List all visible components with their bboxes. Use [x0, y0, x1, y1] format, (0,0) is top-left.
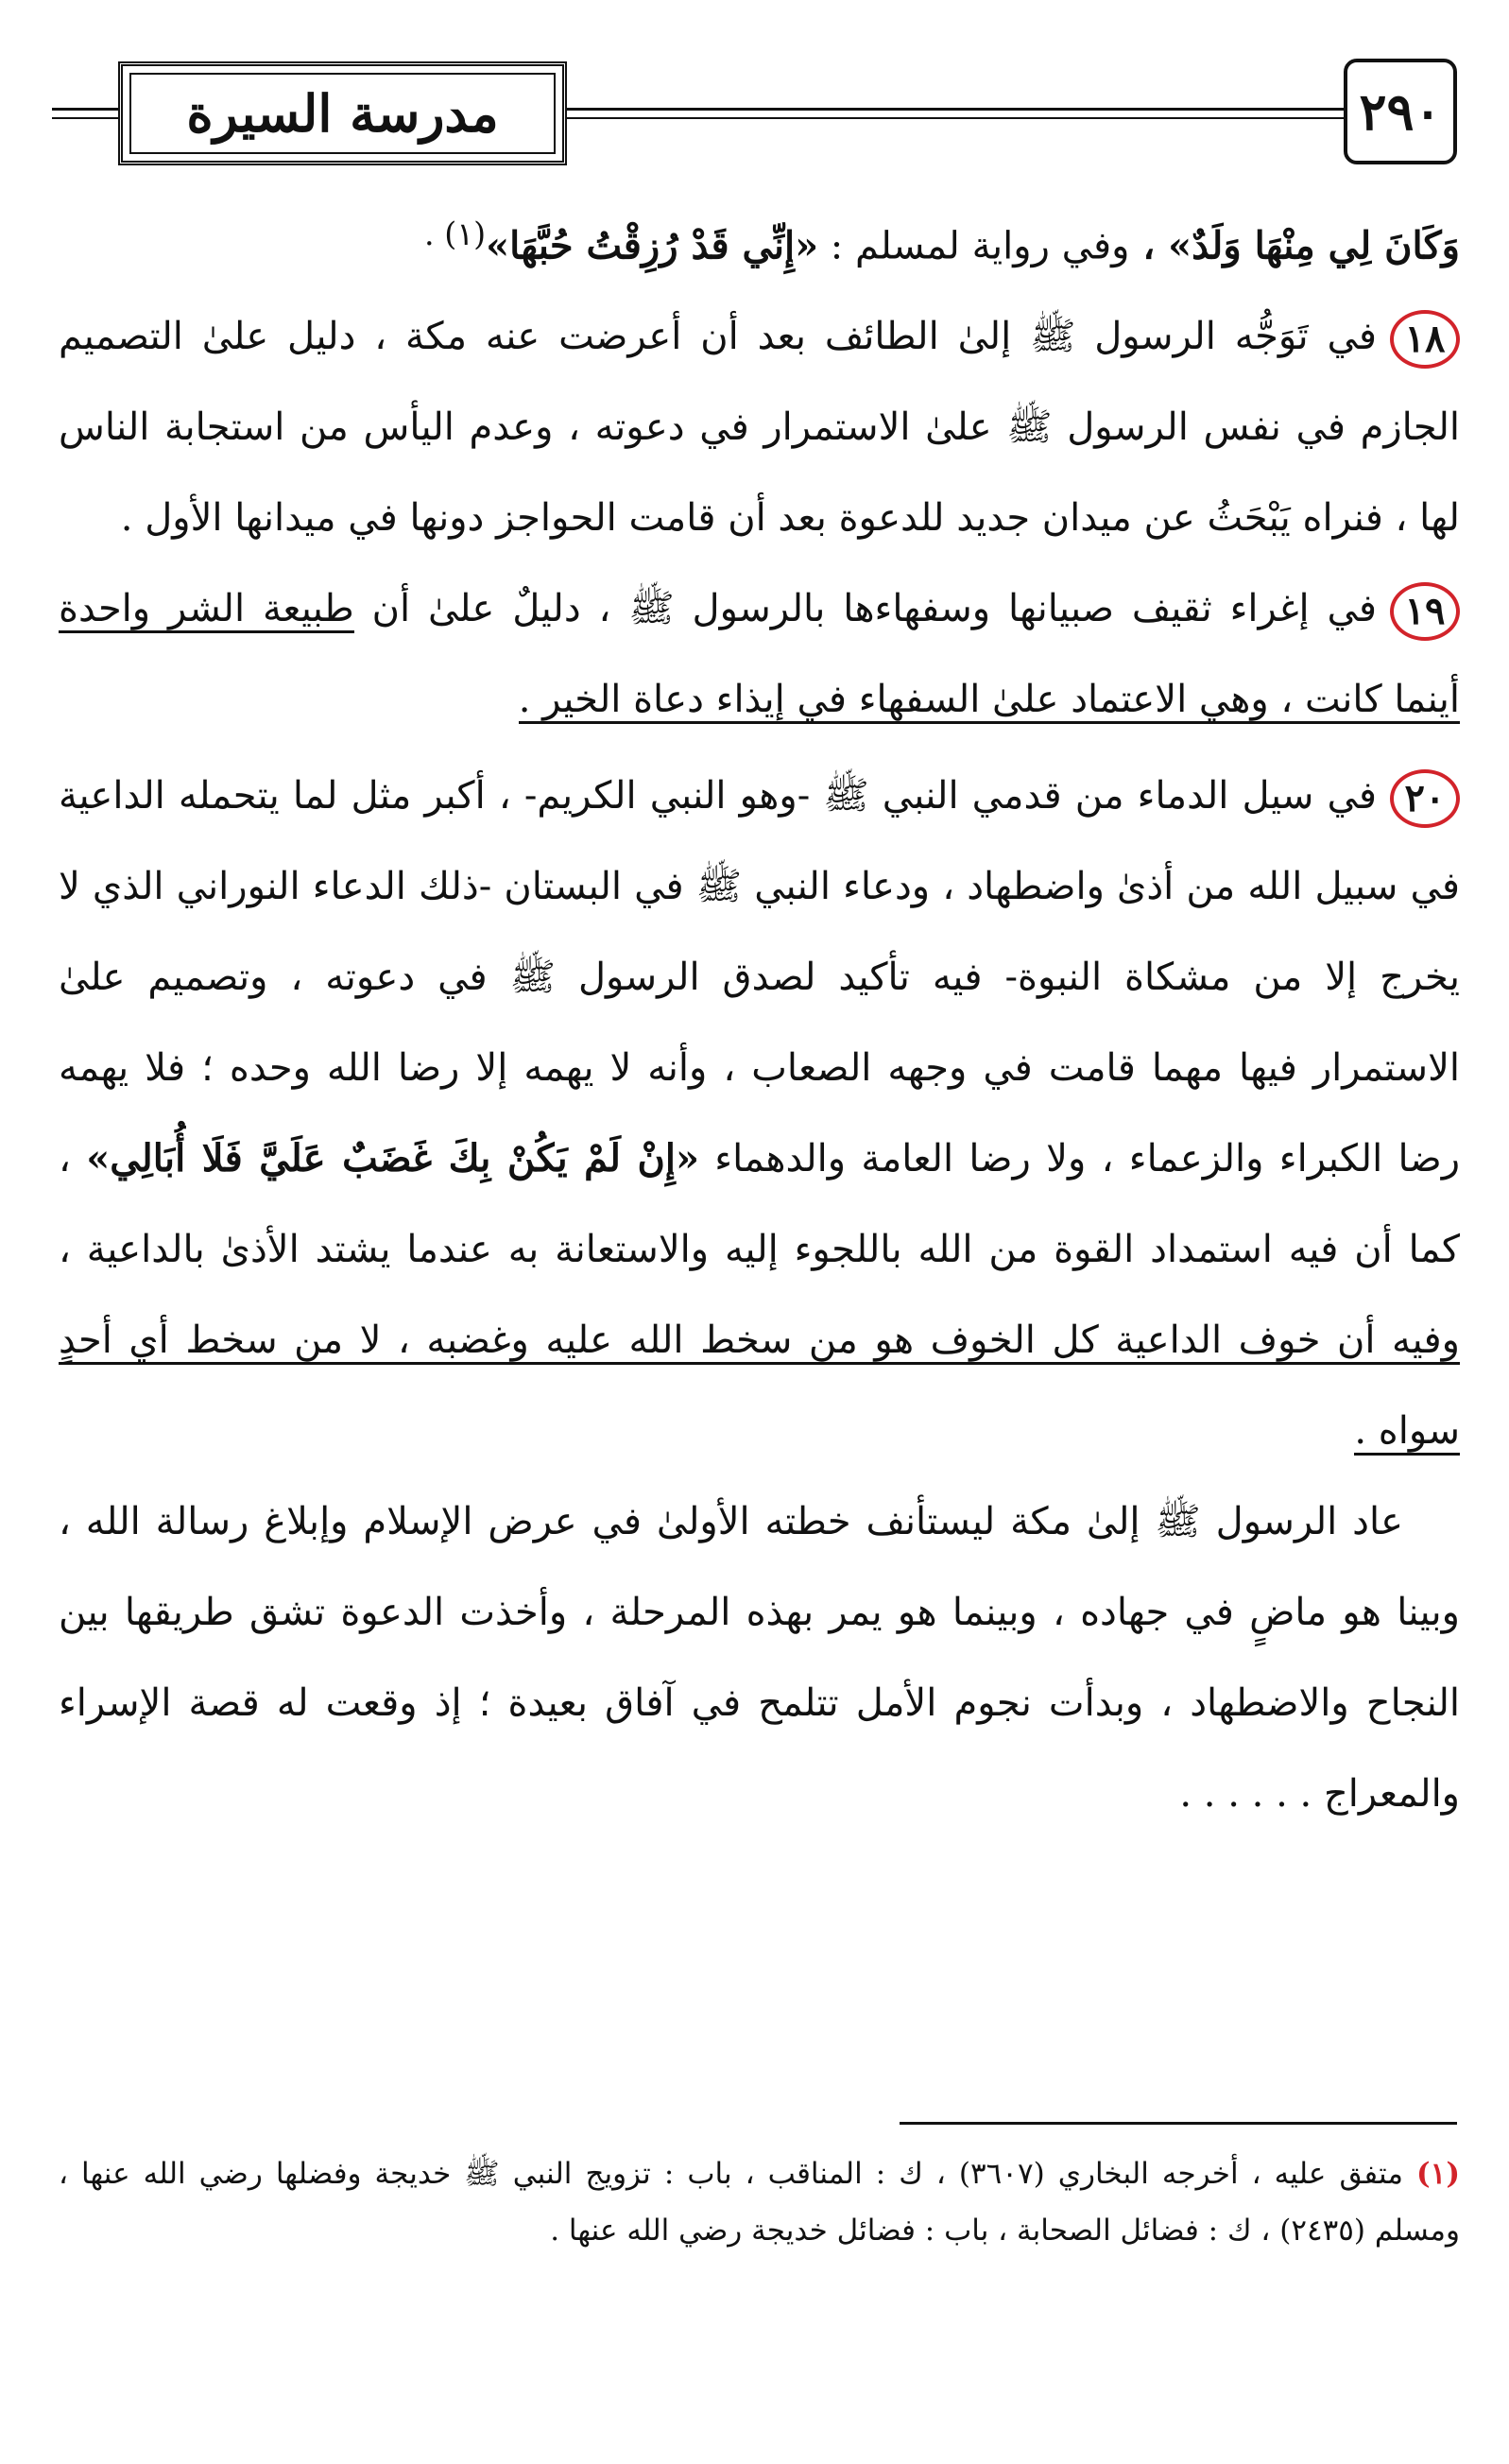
- footnote: [59, 2145, 1460, 2259]
- header-rule: [567, 108, 1344, 111]
- book-title: مدرسة السيرة: [186, 83, 499, 144]
- main-text: [59, 189, 1460, 1839]
- item-text: في تَوَجُّه الرسول ﷺ إلىٰ الطائف بعد أن أعرضت عنه مكة ، دليل علىٰ التصميم الجازم في نفس الرسول ﷺ علىٰ الاستمرار في دعوته ، وعدم اليأس من استجابة الناس لها ، فنراه يَبْحَثُ عن ميدان جديد للدعوة بعد أن قامت الحواجز دونها في ميدانها الأول .: [59, 315, 1460, 541]
- item-number-badge: ١٨: [1390, 310, 1460, 369]
- item-number-badge: ٢٠: [1390, 769, 1460, 828]
- intro-text: وفي رواية لمسلم :: [818, 224, 1130, 268]
- lesson-item-20: [59, 750, 1460, 1476]
- item-text: في سيل الدماء من قدمي النبي ﷺ ‑وهو النبي الكريم‑ ، أكبر مثل لما يتحمله الداعية في سبيل الله من أذىٰ واضطهاد ، ودعاء النبي ﷺ في البستان ‑ذلك الدعاء النوراني الذي لا يخرج إلا من مشكاة النبوة‑ فيه تأكيد لصدق الرسول ﷺ في دعوته ، وتصميم علىٰ الاستمرار فيها مهما قامت في وجهه الصعاب ، وأنه لا يهمه إلا رضا الله وحده ؛ فلا يهمه رضا الكبراء والزعماء ، ولا رضا العامة والدهماء: [59, 774, 1461, 1181]
- closing-text: عاد الرسول ﷺ إلىٰ مكة ليستأنف خطته الأولىٰ في عرض الإسلام وإبلاغ رسالة الله ، وبينا هو ماضٍ في جهاده ، وبينما هو يمر بهذه المرحلة ، وأخذت الدعوة تشق طريقها بين النجاح والاضطهاد ، وبدأت نجوم الأمل تتلمح في آفاق بعيدة ؛ إذ وقعت له قصة الإسراء والمعراج . . . . . .: [59, 1500, 1460, 1817]
- underlined-text: طبيعة الشر واحدة أينما كانت ، وهي الاعتماد علىٰ السفهاء في إيذاء دعاة الخير .: [59, 587, 1460, 724]
- hadith-quote: «إِنْ لَمْ يَكُنْ بِكَ غَضَبٌ عَلَيَّ فَلَا أُبَالِي»: [86, 1136, 699, 1181]
- lesson-item-19: [59, 563, 1460, 745]
- underlined-text: وفيه أن خوف الداعية كل الخوف هو من سخط الله عليه وغضبه ، لا من سخط أي أحدٍ سواه .: [59, 1318, 1460, 1456]
- footnote-text: متفق عليه ، أخرجه البخاري (٣٦٠٧) ، ك : المناقب ، باب : تزويج النبي ﷺ خديجة وفضلها رضي الله عنها ، ومسلم (٢٤٣٥) ، ك : فضائل الصحابة ، باب : فضائل خديجة رضي الله عنها .: [59, 2157, 1460, 2248]
- hadith-quote: وَكَانَ لِي مِنْهَا وَلَدٌ» ،: [1129, 223, 1460, 268]
- footnote-marker: (١): [1415, 2157, 1460, 2191]
- header-rule: [567, 117, 1344, 119]
- hadith-quote: «إِنِّي قَدْ رُزِقْتُ حُبَّهَا»: [486, 223, 819, 268]
- header-rule: [52, 108, 118, 111]
- item-text: في إغراء ثقيف صبيانها وسفهاءها بالرسول ﷺ ، دليلٌ علىٰ أن: [353, 587, 1378, 631]
- lesson-item-18: [59, 291, 1460, 563]
- header-rule: [52, 117, 118, 119]
- item-text: ، كما أن فيه استمداد القوة من الله باللجوء إليه والاستعانة به عندما يشتد الأذىٰ بالداعية ،: [59, 1137, 1460, 1272]
- footnote-divider: [900, 2122, 1457, 2125]
- item-number-badge: ١٩: [1390, 582, 1460, 641]
- book-title-box: [118, 61, 567, 165]
- intro-paragraph: [59, 189, 1460, 291]
- page-header: [52, 57, 1457, 170]
- page-number: ٢٩٠: [1344, 59, 1457, 164]
- footnote-reference: (١) .: [424, 215, 487, 252]
- closing-paragraph: [59, 1476, 1460, 1839]
